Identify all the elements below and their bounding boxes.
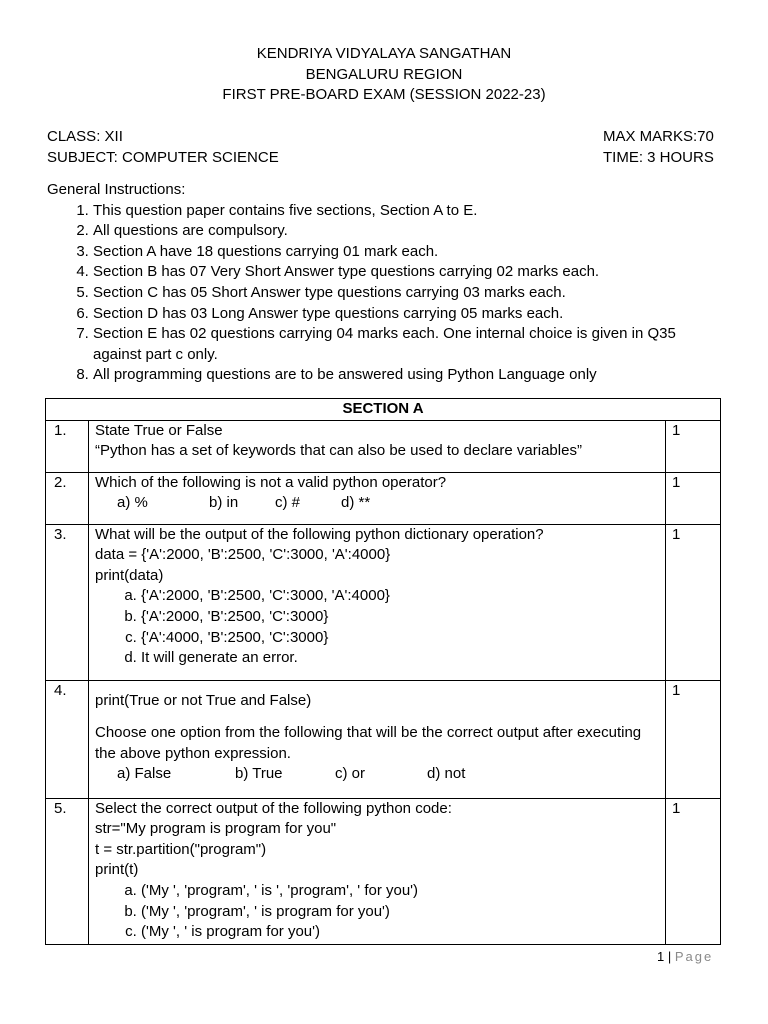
question-row-5 bbox=[46, 798, 721, 944]
section-title: SECTION A bbox=[46, 399, 721, 421]
time-label: TIME: 3 HOURS bbox=[603, 148, 714, 166]
instruction-item: 3. Section A have 18 questions carrying 01 mark each. bbox=[93, 242, 727, 263]
question-body bbox=[89, 524, 666, 680]
instruction-item: 6. Section D has 03 Long Answer type questions carrying 05 marks each. bbox=[93, 304, 727, 325]
question-row-2 bbox=[46, 472, 721, 524]
question-body bbox=[89, 420, 666, 472]
instructions-title: General Instructions: bbox=[47, 181, 186, 198]
option: c. ('My ', ' is program for you') bbox=[141, 922, 659, 943]
question-marks: 1 bbox=[666, 472, 721, 524]
page-footer bbox=[657, 947, 713, 968]
question-text: Which of the following is not a valid python operator? bbox=[95, 473, 447, 491]
exam-header bbox=[0, 44, 768, 106]
instruction-item: 4. Section B has 07 Very Short Answer type questions carrying 02 marks each. bbox=[93, 262, 727, 283]
code-line: data = {'A':2000, 'B':2500, 'C':3000, 'A':4000} bbox=[95, 546, 391, 564]
instruction-item: 5. Section C has 05 Short Answer type questions carrying 03 marks each. bbox=[93, 283, 727, 304]
instruction-item: 2. All questions are compulsory. bbox=[93, 221, 727, 242]
general-instructions bbox=[47, 180, 727, 386]
option: d) not bbox=[427, 765, 466, 783]
code-line: print(True or not True and False) bbox=[95, 691, 312, 709]
question-number: 5. bbox=[46, 798, 89, 944]
spacer bbox=[95, 711, 659, 723]
option-list bbox=[95, 881, 659, 943]
question-body bbox=[89, 680, 666, 798]
question-text: Select the correct output of the following python code: bbox=[95, 799, 452, 817]
page-word: Page bbox=[674, 949, 714, 964]
option-list bbox=[95, 586, 659, 668]
page-number: 1 bbox=[657, 949, 665, 964]
option: a. {'A':2000, 'B':2500, 'C':3000, 'A':4000} bbox=[141, 586, 659, 607]
question-text: What will be the output of the following python dictionary operation? bbox=[95, 525, 544, 543]
question-table bbox=[45, 398, 721, 945]
option: a) % bbox=[117, 494, 148, 512]
instruction-item: 1. This question paper contains five sections, Section A to E. bbox=[93, 201, 727, 222]
code-line: str="My program is program for you" bbox=[95, 820, 337, 838]
question-row-3 bbox=[46, 524, 721, 680]
question-row-4 bbox=[46, 680, 721, 798]
question-number: 4. bbox=[46, 680, 89, 798]
question-text: State True or False bbox=[95, 421, 223, 439]
max-marks-label: MAX MARKS:70 bbox=[603, 128, 714, 145]
instruction-item: 8. All programming questions are to be answered using Python Language only bbox=[93, 365, 727, 386]
option: b. ('My ', 'program', ' is program for you') bbox=[141, 902, 659, 923]
region-name: BENGALURU REGION bbox=[305, 65, 463, 83]
question-number: 1. bbox=[46, 420, 89, 472]
question-marks: 1 bbox=[666, 680, 721, 798]
school-name: KENDRIYA VIDYALAYA SANGATHAN bbox=[256, 45, 512, 62]
option: c) # bbox=[275, 494, 301, 512]
option: b) True bbox=[235, 765, 283, 783]
option: a. ('My ', 'program', ' is ', 'program', ' for you') bbox=[141, 881, 659, 902]
option: d) ** bbox=[341, 494, 371, 512]
option-row bbox=[95, 493, 659, 514]
option: b. {'A':2000, 'B':2500, 'C':3000} bbox=[141, 607, 659, 628]
page-separator: | bbox=[664, 949, 675, 964]
code-line: t = str.partition("program") bbox=[95, 840, 267, 858]
option: b) in bbox=[209, 494, 239, 512]
instructions-list bbox=[47, 201, 727, 386]
meta-left bbox=[47, 127, 279, 168]
option: c. {'A':4000, 'B':2500, 'C':3000} bbox=[141, 628, 659, 649]
question-marks: 1 bbox=[666, 420, 721, 472]
class-label: CLASS: XII bbox=[47, 128, 123, 145]
code-line: print(data) bbox=[95, 566, 164, 584]
section-header-row bbox=[46, 399, 721, 421]
instruction-item: 7. Section E has 02 questions carrying 04 marks each. One internal choice is given in Q35 against part c only. bbox=[93, 324, 727, 365]
option: a) False bbox=[117, 765, 172, 783]
option: c) or bbox=[335, 765, 365, 783]
question-body bbox=[89, 798, 666, 944]
question-text: Choose one option from the following that will be the correct output after executing the above python expression. bbox=[95, 724, 642, 762]
question-number: 3. bbox=[46, 524, 89, 680]
exam-title: FIRST PRE-BOARD EXAM (SESSION 2022-23) bbox=[222, 86, 546, 104]
question-row-1 bbox=[46, 420, 721, 472]
option: d. It will generate an error. bbox=[141, 648, 659, 669]
question-body bbox=[89, 472, 666, 524]
meta-right bbox=[603, 127, 714, 168]
question-marks: 1 bbox=[666, 798, 721, 944]
question-marks: 1 bbox=[666, 524, 721, 680]
question-number: 2. bbox=[46, 472, 89, 524]
subject-label: SUBJECT: COMPUTER SCIENCE bbox=[47, 148, 279, 166]
question-text: “Python has a set of keywords that can also be used to declare variables” bbox=[95, 442, 582, 460]
code-line: print(t) bbox=[95, 861, 139, 879]
option-row bbox=[95, 764, 659, 785]
